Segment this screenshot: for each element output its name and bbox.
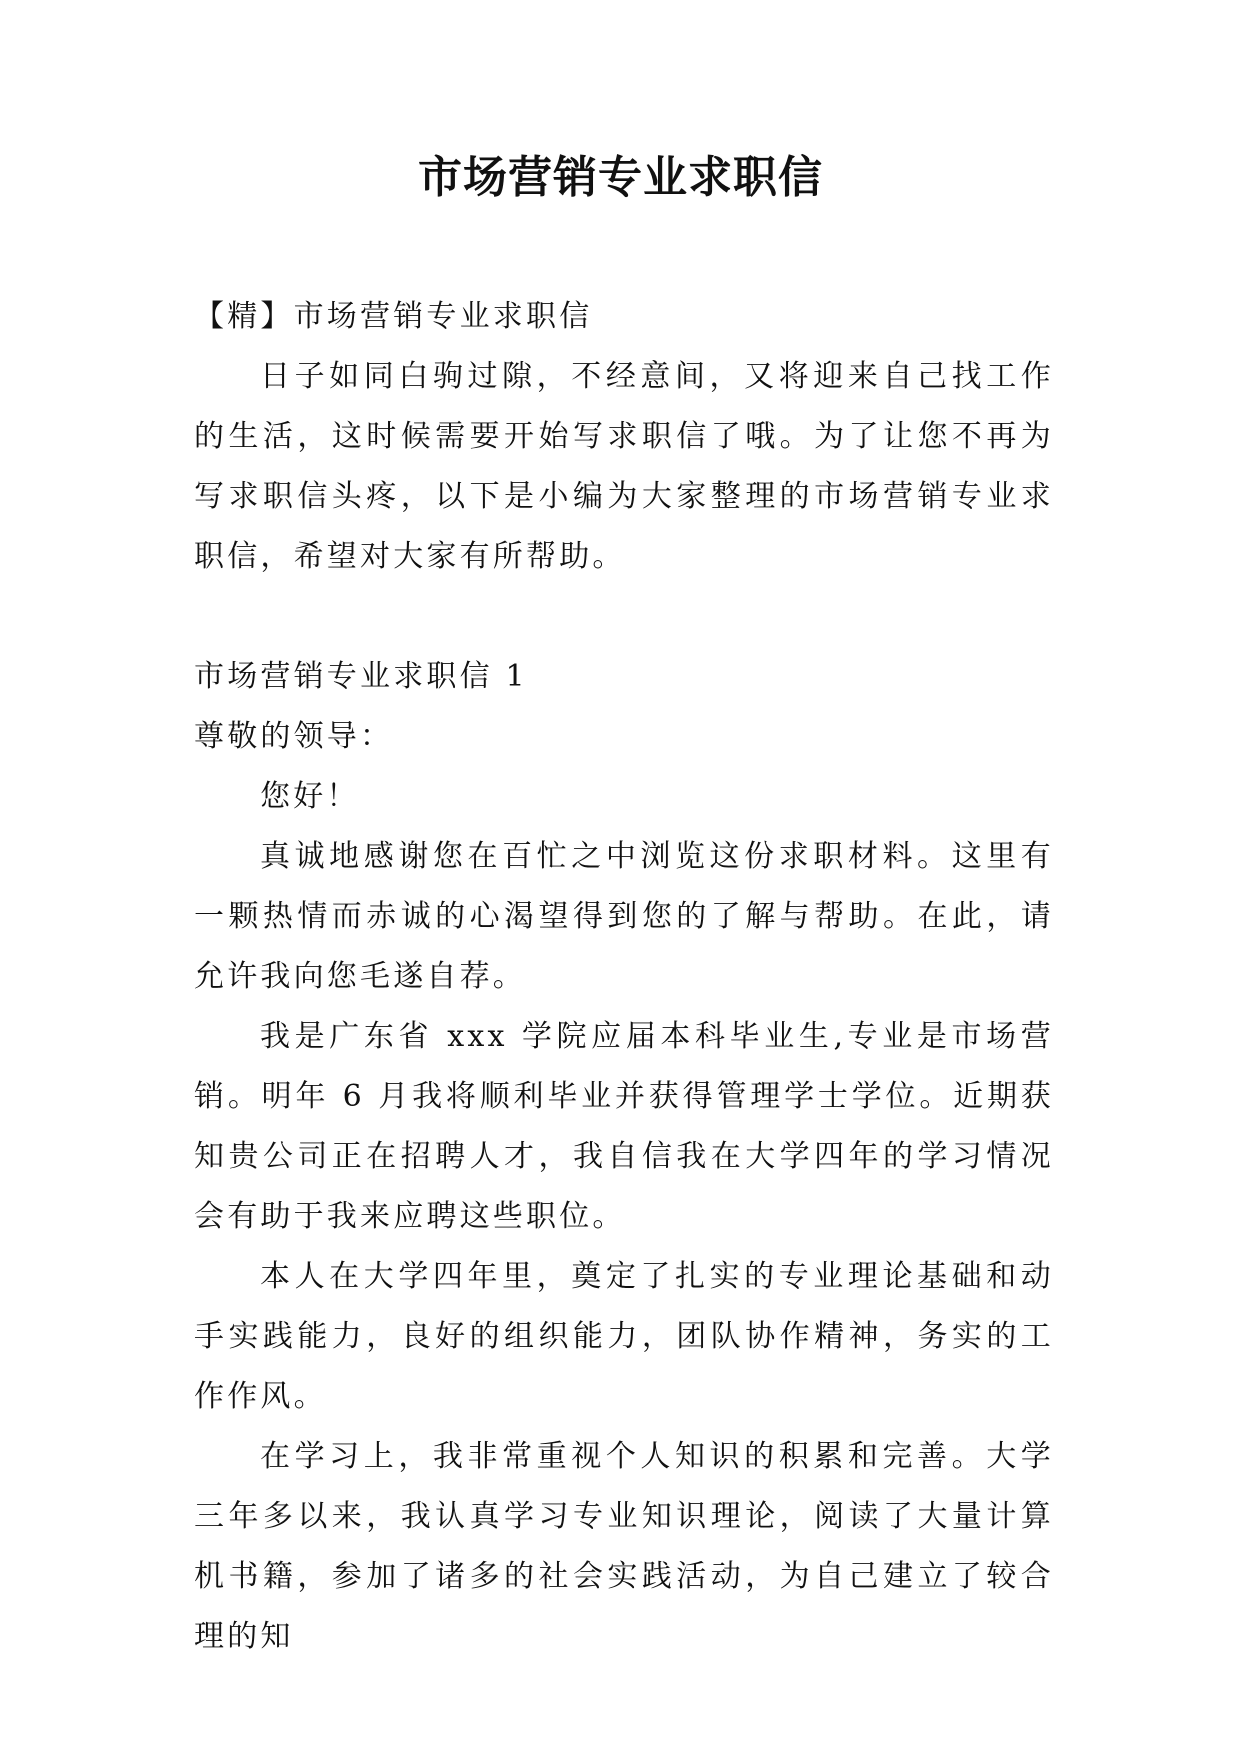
- body-paragraph: 在学习上，我非常重视个人知识的积累和完善。大学三年多以来，我认真学习专业知识理论，阅读了大量计算机书籍，参加了诸多的社会实践活动，为自己建立了较合理的知: [194, 1439, 1054, 1654]
- greeting: 您好！: [260, 779, 360, 814]
- body-paragraph: 真诚地感谢您在百忙之中浏览这份求职材料。这里有一颗热情而赤诚的心渴望得到您的了解与帮助。在此，请允许我向您毛遂自荐。: [194, 839, 1054, 994]
- body-paragraph: 本人在大学四年里，奠定了扎实的专业理论基础和动手实践能力，良好的组织能力，团队协作精神，务实的工作作风。: [194, 1259, 1054, 1414]
- salutation: 尊敬的领导：: [194, 719, 394, 754]
- document-title: 市场营销专业求职信: [418, 152, 823, 203]
- section-spacer: [194, 587, 1054, 647]
- document-body: [194, 287, 1054, 1667]
- intro-paragraph: 日子如同白驹过隙，不经意间，又将迎来自己找工作的生活，这时候需要开始写求职信了哦。为了让您不再为写求职信头疼，以下是小编为大家整理的市场营销专业求职信，希望对大家有所帮助。: [194, 359, 1054, 574]
- document-subtitle: 【精】市场营销专业求职信: [194, 299, 593, 334]
- body-paragraph: 我是广东省 xxx 学院应届本科毕业生,专业是市场营销。明年 6 月我将顺利毕业并获得管理学士学位。近期获知贵公司正在招聘人才，我自信我在大学四年的学习情况会有助于我来应聘这些职位。: [194, 1019, 1054, 1234]
- section-heading: 市场营销专业求职信 1: [194, 659, 528, 694]
